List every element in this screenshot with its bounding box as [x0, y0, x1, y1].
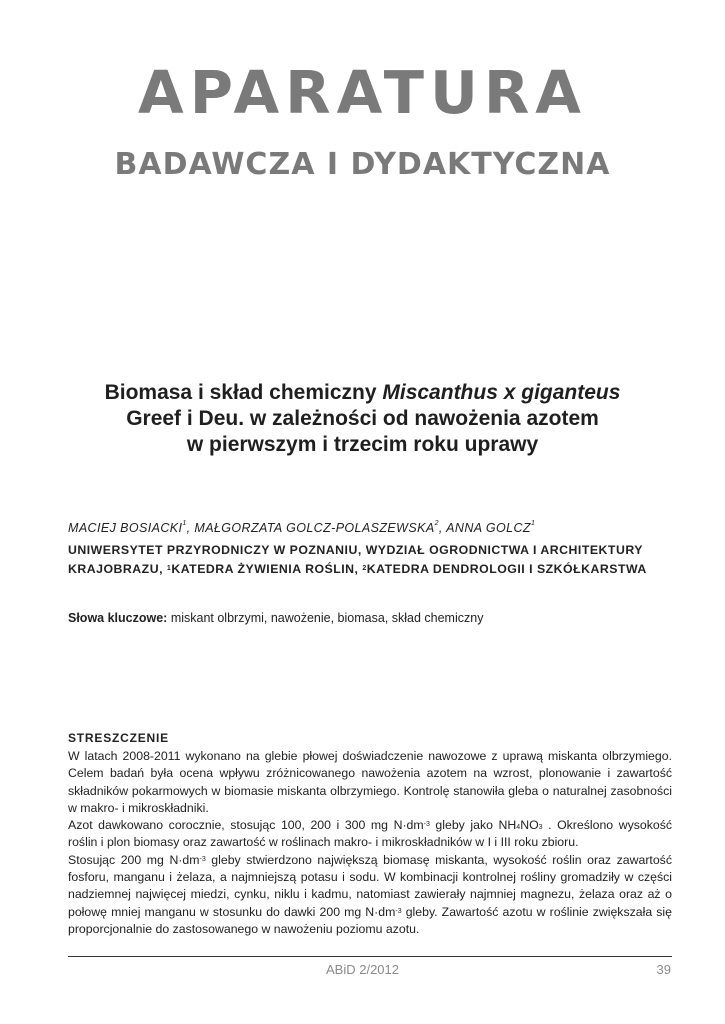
- article-title-line1: Biomasa i skład chemiczny Miscanthus x giganteus: [104, 381, 621, 404]
- authors-line: MACIEJ BOSIACKI$^1$, MAŁGORZATA GOLCZ-POLASZEWSKA$^2$, ANNA GOLCZ$^1$: [68, 520, 536, 535]
- affiliation-line2: KRAJOBRAZU, $^1$KATEDRA ŻYWIENIA ROŚLIN, $^2$KATEDRA DENDROLOGII I SZKÓŁKARSTWA: [68, 562, 647, 576]
- author-3: , ANNA GOLCZ: [438, 521, 531, 535]
- keywords: [68, 611, 668, 625]
- affiliation: [68, 541, 678, 579]
- footer-divider: [68, 956, 672, 957]
- footer-journal-issue: ABiD 2/2012: [326, 962, 399, 977]
- keywords-label: Słowa kluczowe:: [68, 611, 168, 625]
- abstract-paragraph-3: Stosując 200 mg $N\cdot dm^{-3}$ gleby stwierdzono największą biomasę miskanta, wysokość roślin oraz zawartość fosforu, manganu i żelaza, a najmniejszą potasu i sodu. W kombinacji kontrolnej rośliny gromadziły w części nadziemnej najwięcej miedzi, cynku, niklu i kadmu, natomiast zawierały najmniej magnezu, żelaza oraz aż o połowę mniej manganu w stosunku do dawki 200 mg $N\cdot dm^{-3}$ gleby. Zawartość azotu w roślinie zwiększała się proporcjonalnie do zastosowanego w nawożeniu poziomu azotu.: [68, 852, 672, 936]
- author-2: , MAŁGORZATA GOLCZ-POLASZEWSKA: [186, 521, 435, 535]
- abstract-body: [68, 748, 672, 938]
- keywords-text: miskant olbrzymi, nawożenie, biomasa, skład chemiczny: [167, 611, 484, 625]
- author-1: MACIEJ BOSIACKI: [68, 521, 183, 535]
- article-title: [50, 380, 675, 458]
- affiliation-line1: UNIWERSYTET PRZYRODNICZY W POZNANIU, WYDZIAŁ OGRODNICTWA I ARCHITEKTURY: [68, 543, 643, 557]
- journal-masthead-subtitle: BADAWCZA I DYDAKTYCZNA: [114, 147, 611, 182]
- species-name: Miscanthus x giganteus: [382, 381, 621, 404]
- abstract-paragraph-2: Azot dawkowano corocznie, stosując 100, 200 i 300 mg $N\cdot dm^{-3}$ gleby jako $NH_4NO_3$ . Określono wysokość roślin i plon biomasy oraz zawartość w roślinach makro- i mikroskładników w I i III roku zbioru.: [68, 818, 673, 850]
- journal-masthead-title: APARATURA: [138, 58, 587, 127]
- abstract-paragraph-1: W latach 2008-2011 wykonano na glebie płowej doświadczenie nawozowe z uprawą miskanta olbrzymiego. Celem badań była ocena wpływu zróżnicowanego nawożenia azotem na wzrost, plonowanie i zawartość składników pokarmowych w biomasie miskanta olbrzymiego. Kontrolę stanowiła gleba o naturalnej zasobności w makro- i mikroskładniki.: [68, 749, 672, 815]
- article-title-line3: w pierwszym i trzecim roku uprawy: [186, 433, 539, 456]
- abstract-heading: STRESZCZENIE: [68, 731, 169, 745]
- page-number: 39: [656, 962, 671, 977]
- article-title-line2: Greef i Deu. w zależności od nawożenia azotem: [126, 407, 599, 430]
